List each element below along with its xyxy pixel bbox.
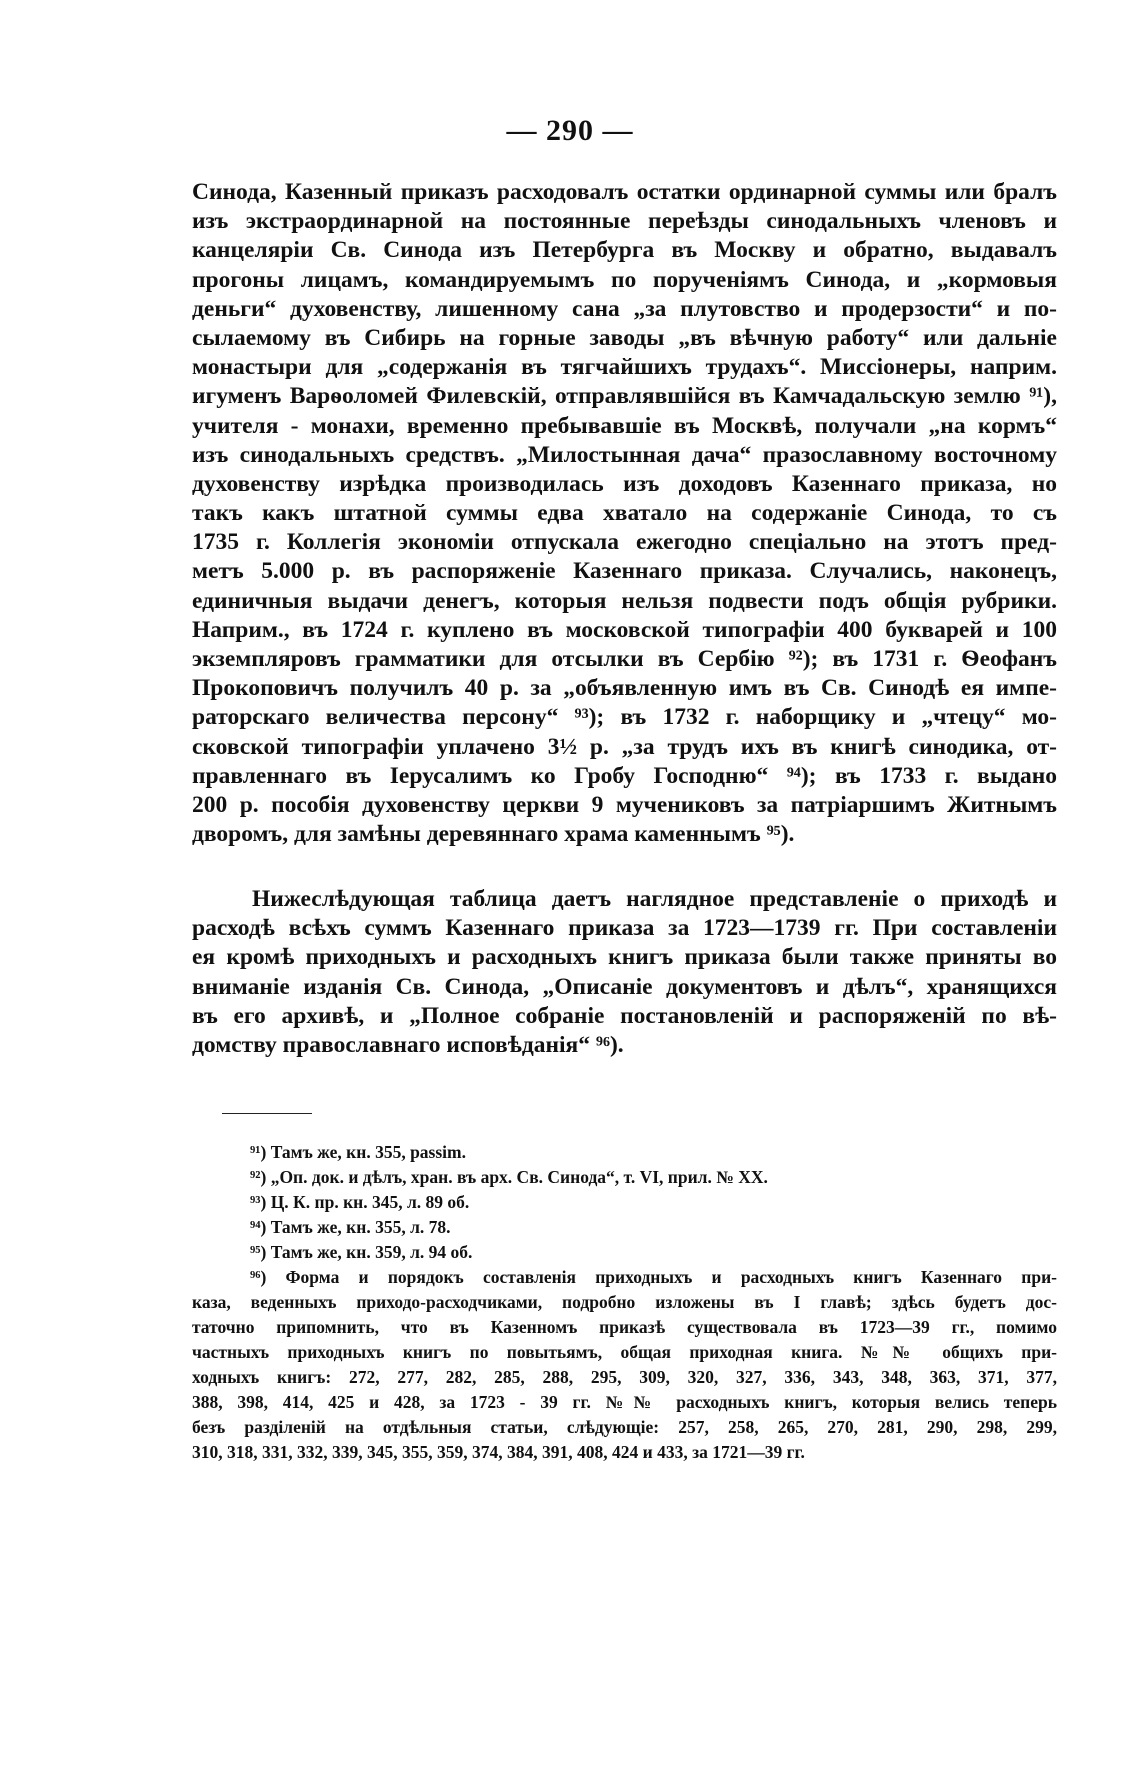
text-line: ея кромѣ приходныхъ и расходныхъ книгъ приказа были также приняты во — [192, 944, 1057, 971]
page-number: — 290 — — [506, 114, 634, 147]
footnote-94: ⁹⁴) Тамъ же, кн. 355, л. 78. — [250, 1217, 451, 1237]
text-line: экземпляровъ грамматики для отсылки въ Сербію ⁹²); въ 1731 г. Ѳеофанъ — [192, 646, 1057, 672]
text-line: правленнаго въ Іерусалимъ ко Гробу Господню“ ⁹⁴); въ 1733 г. выдано — [192, 762, 1057, 789]
text-line: раторскаго величества персону“ ⁹³); въ 1732 г. наборщику и „чтецу“ мо- — [192, 704, 1057, 731]
text-line: изъ синодальныхъ средствъ. „Милостынная дача“ празославному восточному — [192, 441, 1057, 468]
text-line: Наприм., въ 1724 г. куплено въ московской типографіи 400 букварей и 100 — [192, 616, 1057, 643]
footnote-divider — [222, 1113, 312, 1114]
text-line: 1735 г. Коллегія экономіи отпускала ежегодно спеціально на этотъ пред- — [192, 529, 1057, 556]
paragraph-2 — [192, 885, 1057, 1060]
text-line: деньги“ духовенству, лишенному сана „за плутовство и продерзости“ и по- — [192, 295, 1057, 322]
footnote-96-line: 388, 398, 414, 425 и 428, за 1723 - 39 гг. №№ расходныхъ книгъ, которыя велись теперь — [192, 1392, 1057, 1412]
footnote-96-line: частныхъ приходныхъ книгъ по повытьямъ, общая приходная книга. №№ общихъ при- — [192, 1342, 1057, 1362]
footnote-92: ⁹²) „Оп. док. и дѣлъ, хран. въ арх. Св. Синода“, т. VI, прил. № XX. — [250, 1167, 768, 1187]
text-line: сылаемому въ Сибирь на горные заводы „въ вѣчную работу“ или дальніе — [192, 324, 1057, 351]
footnote-96-line: каза, веденныхъ приходо-расходчиками, подробно изложены въ I главѣ; здѣсь будетъ дос- — [192, 1292, 1057, 1312]
text-line: Нижеслѣдующая таблица даетъ наглядное представленіе о приходѣ и — [252, 886, 1057, 912]
text-line: такъ какъ штатной суммы едва хватало на содержаніе Синода, то съ — [192, 500, 1057, 527]
text-line: единичныя выдачи денегъ, которыя нельзя подвести подъ общія рубрики. — [192, 587, 1057, 614]
text-line: изъ экстраординарной на постоянные переѣзды синодальныхъ членовъ и — [192, 208, 1057, 235]
text-line: дворомъ, для замѣны деревяннаго храма каменнымъ ⁹⁵). — [192, 821, 795, 848]
footnote-93: ⁹³) Ц. К. пр. кн. 345, л. 89 об. — [250, 1192, 470, 1212]
text-line: домству православнаго исповѣданія“ ⁹⁶). — [192, 1031, 624, 1058]
footnote-96-line: 310, 318, 331, 332, 339, 345, 355, 359, 374, 384, 391, 408, 424 и 433, за 1721—39 гг. — [192, 1442, 805, 1462]
text-line: расходѣ всѣхъ суммъ Казеннаго приказа за 1723—1739 гг. При составленіи — [192, 915, 1057, 942]
text-line: Прокоповичъ получилъ 40 р. за „объявленную имъ въ Св. Синодѣ ея импе- — [192, 675, 1057, 702]
footnote-91: ⁹¹) Тамъ же, кн. 355, passim. — [250, 1142, 466, 1162]
text-line: вниманіе изданія Св. Синода, „Описаніе документовъ и дѣлъ“, хранящихся — [192, 973, 1057, 1000]
footnote-95: ⁹⁵) Тамъ же, кн. 359, л. 94 об. — [250, 1242, 473, 1262]
text-line: игуменъ Варѳоломей Филевскій, отправлявшійся въ Камчадальскую землю ⁹¹), — [192, 383, 1057, 410]
text-line: прогоны лицамъ, командируемымъ по порученіямъ Синода, и „кормовыя — [192, 266, 1057, 293]
footnote-96-line: ⁹⁶) Форма и порядокъ составленія приходныхъ и расходныхъ книгъ Казеннаго при- — [250, 1267, 1057, 1287]
footnote-96-line: таточно припомнить, что въ Казенномъ приказѣ существовала въ 1723—39 гг., помимо — [192, 1317, 1057, 1337]
paragraph-1 — [192, 178, 1057, 849]
text-line: монастыри для „содержанія въ тягчайшихъ трудахъ“. Миссіонеры, наприм. — [192, 354, 1057, 381]
text-line: въ его архивѣ, и „Полное собраніе постановленій и распоряженій по вѣ- — [192, 1002, 1057, 1029]
text-line: учителя - монахи, временно пребывавшіе въ Москвѣ, получали „на кормъ“ — [192, 412, 1057, 439]
text-line: Синода, Казенный приказъ расходовалъ остатки ординарной суммы или бралъ — [192, 179, 1057, 205]
footnotes — [192, 1140, 1057, 1465]
footnote-96-line: ходныхъ книгъ: 272, 277, 282, 285, 288, 295, 309, 320, 327, 336, 343, 348, 363, 371, 377, — [192, 1367, 1057, 1387]
footnote-96-line: безъ разділеній на отдѣльныя статьи, слѣдующіе: 257, 258, 265, 270, 281, 290, 298, 299, — [192, 1417, 1057, 1437]
text-line: духовенству изрѣдка производилась изъ доходовъ Казеннаго приказа, но — [192, 470, 1057, 497]
text-line: 200 р. пособія духовенству церкви 9 мучениковъ за патріаршимъ Житнымъ — [192, 791, 1057, 818]
text-line: канцеляріи Св. Синода изъ Петербурга въ Москву и обратно, выдавалъ — [192, 237, 1057, 264]
text-line: метъ 5.000 р. въ распоряженіе Казеннаго приказа. Случались, наконецъ, — [192, 558, 1057, 585]
text-line: сковской типографіи уплачено 3½ р. „за трудъ ихъ въ книгѣ синодика, от- — [192, 733, 1057, 760]
